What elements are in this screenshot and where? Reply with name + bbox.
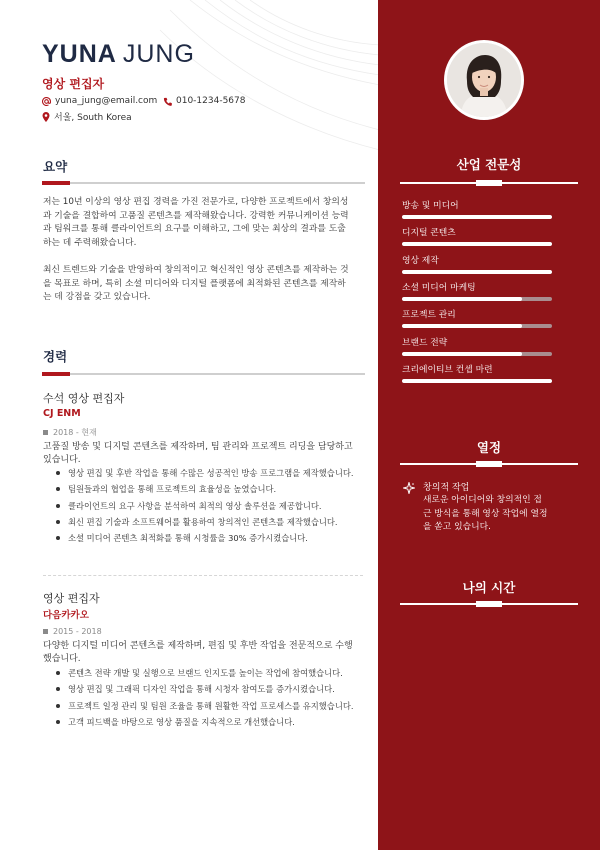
job-description-line: 다양한 디지털 미디어 콘텐츠를 제작하며, 편집 및 후반 작업을 전문적으로 수행 — [43, 641, 353, 651]
skill-item — [402, 253, 552, 266]
candidate-name — [42, 40, 195, 69]
list-item: 영상 편집 및 후반 작업을 통해 수많은 성공적인 방송 프로그램을 제작했습니다. — [56, 465, 371, 481]
location-contact — [42, 110, 132, 123]
job-dates — [43, 627, 102, 636]
last-name: JUNG — [122, 40, 195, 68]
passion-line: 을 쏟고 있습니다. — [423, 522, 491, 532]
summary-paragraph-1 — [43, 196, 366, 250]
calendar-icon — [43, 629, 48, 634]
my-time-rule — [400, 603, 578, 605]
skill-level-bar — [402, 270, 552, 274]
summary-line: 최신 트렌드와 기술을 반영하여 창의적이고 혁신적인 영상 콘텐츠를 제작하는 것 — [43, 265, 349, 275]
passion-line: 근 방식을 통해 영상 작업에 열정 — [423, 508, 548, 519]
summary-line: 는 데 강점을 갖고 있습니다. — [43, 292, 151, 303]
skill-label: 크리에이티브 컨셉 마련 — [402, 364, 493, 375]
avatar — [447, 43, 521, 117]
experience-heading: 경력 — [43, 349, 68, 364]
calendar-icon — [43, 430, 48, 435]
skill-level-fill — [402, 379, 552, 383]
at-icon — [42, 97, 51, 106]
skills-heading: 산업 전문성 — [456, 157, 522, 172]
skill-level-bar — [402, 242, 552, 246]
skill-level-fill — [402, 270, 552, 274]
sidebar — [378, 0, 600, 850]
list-item: 영상 편집 및 그래픽 디자인 작업을 통해 시청자 참여도를 증가시켰습니다. — [56, 681, 371, 697]
summary-paragraph-2 — [43, 264, 366, 305]
summary-heading: 요약 — [43, 159, 68, 174]
phone-text: 010-1234-5678 — [176, 96, 246, 106]
my-time-heading: 나의 시간 — [462, 580, 516, 595]
list-item: 소셜 미디어 콘텐츠 최적화를 통해 시청률을 30% 증가시켰습니다. — [56, 530, 371, 546]
job-description-line: 있습니다. — [43, 455, 81, 465]
passion-rule — [400, 463, 578, 465]
skill-level-bar — [402, 352, 552, 356]
skill-label: 디지털 콘텐츠 — [402, 228, 456, 239]
job-title: 영상 편집자 — [42, 77, 105, 91]
job-description-line: 했습니다. — [43, 654, 81, 664]
list-item: 고객 피드백을 바탕으로 영상 품질을 지속적으로 개선했습니다. — [56, 714, 371, 730]
skill-level-bar — [402, 297, 552, 301]
job-bullet-list — [56, 465, 371, 546]
phone-contact[interactable] — [163, 96, 245, 106]
skill-item — [402, 280, 552, 293]
job-dates-text: 2018 - 현재 — [53, 428, 97, 437]
passion-item-title: 창의적 작업 — [423, 483, 470, 493]
skill-item — [402, 225, 552, 238]
skill-item — [402, 335, 552, 348]
skill-level-bar — [402, 215, 552, 219]
summary-line: 하는 데 주력해왔습니다. — [43, 237, 137, 248]
job-description — [43, 441, 366, 467]
skill-label: 방송 및 미디어 — [402, 201, 459, 211]
skill-label: 브랜드 전략 — [402, 337, 448, 348]
list-item: 콘텐츠 전략 개발 및 실행으로 브랜드 인지도를 높이는 작업에 참여했습니다. — [56, 665, 371, 681]
job-description-line: 고품질 방송 및 디지털 콘텐츠를 제작하며, 팀 관리와 프로젝트 리딩을 담당하고 — [43, 442, 353, 452]
summary-line: 을 목표로 하며, 특히 소셜 미디어와 디지털 플랫폼에 최적화된 콘텐츠를 제작하 — [43, 278, 346, 289]
skill-level-fill — [402, 215, 552, 219]
job-description — [43, 640, 366, 666]
job-bullet-list — [56, 665, 371, 730]
location-text: 서울, South Korea — [54, 113, 132, 123]
skill-level-bar — [402, 324, 552, 328]
list-item: 프로젝트 일정 관리 및 팀원 조율을 통해 원활한 작업 프로세스를 유지했습니다. — [56, 698, 371, 714]
first-name: YUNA — [42, 40, 117, 68]
summary-line: 저는 10년 이상의 영상 편집 경력을 가진 전문가로, 다양한 프로젝트에서 창의성 — [43, 197, 349, 207]
profile-photo — [444, 40, 524, 120]
job-role: 영상 편집자 — [43, 592, 100, 605]
passion-heading: 열정 — [476, 440, 502, 455]
list-item: 최신 편집 기술과 소프트웨어를 활용하여 창의적인 콘텐츠를 제작했습니다. — [56, 514, 371, 530]
skill-level-bar — [402, 379, 552, 383]
summary-rule — [42, 182, 365, 184]
skill-level-fill — [402, 242, 552, 246]
sparkle-icon — [403, 482, 415, 494]
list-item: 클라이언트의 요구 사항을 분석하여 최적의 영상 솔루션을 제공합니다. — [56, 498, 371, 514]
list-item: 팀원들과의 협업을 통해 프로젝트의 효율성을 높였습니다. — [56, 481, 371, 497]
skill-label: 프로젝트 관리 — [402, 310, 456, 321]
job-dates — [43, 427, 97, 438]
job-divider — [43, 575, 363, 576]
location-pin-icon — [42, 112, 50, 122]
passion-line: 새로운 아이디어와 창의적인 접 — [423, 495, 542, 505]
skill-label: 영상 제작 — [402, 255, 439, 266]
skill-level-fill — [402, 324, 522, 328]
skill-level-fill — [402, 297, 522, 301]
portrait-image — [447, 43, 521, 117]
skill-item — [402, 362, 552, 375]
job-company: CJ ENM — [43, 408, 81, 419]
email-contact[interactable] — [42, 96, 157, 106]
summary-line: 과 기술을 결합하여 고품질 콘텐츠를 제작해왔습니다. 강력한 커뮤니케이션 능력 — [43, 210, 349, 221]
email-text: yuna_jung@email.com — [55, 96, 158, 106]
summary-line: 과 팀워크를 통해 클라이언트의 요구를 이해하고, 그에 맞는 최상의 결과를 도출 — [43, 224, 346, 235]
passion-description — [423, 494, 573, 535]
skills-rule — [400, 182, 578, 184]
skill-item — [402, 198, 552, 211]
skill-level-fill — [402, 352, 522, 356]
skill-item — [402, 307, 552, 320]
skill-label: 소셜 미디어 마케팅 — [402, 282, 476, 293]
job-dates-text: 2015 - 2018 — [53, 627, 102, 636]
job-company: 다음카카오 — [43, 610, 89, 621]
experience-rule — [42, 373, 365, 375]
phone-icon — [163, 97, 172, 106]
job-role: 수석 영상 편집자 — [43, 392, 125, 405]
decorative-lines — [150, 0, 380, 160]
